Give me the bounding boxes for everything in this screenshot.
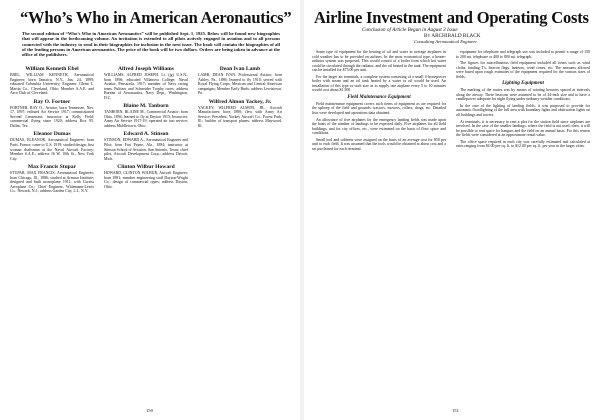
article-paragraph: Small tool and cabinets were assigned on the basis of an average cost for $50 per unit to each field. It was assumed that the tools would be obtained at about cost and a set purchased for each terminal. — [312, 137, 446, 151]
section-heading: Field Maintenance Equipment — [347, 94, 411, 100]
biography-name: William Kenneth Ebel — [25, 66, 79, 72]
left-page-number: 150 — [146, 408, 153, 413]
biography-text: STUPAR, MAX FRANCIS, Aeronautical Engineer; born Chicago, Ill., 1886; studied at Armour Institute; designed and built monoplane 1911; with Curtiss Aeroplane Co.; Chief Engineer, Wittemann-Lewis Co., Newark, N.J.; address Garden City, L.I., N.Y. — [10, 171, 94, 194]
biography-column-2 — [104, 64, 188, 400]
biography-text: STINSON, EDWARD A., Aeronautical Engineer and Pilot; born Fort Payne, Ala., 1894; instructor at Stinson School of Aviation, San Antonio, Texas; chief pilot, Aircraft Development Corp.; address Detroit, Mich. — [104, 138, 188, 161]
article-paragraph: In the case of the lighting of landing fields, it was proposed to provide for automatic floodlighting of the full area with boundary lights and obstruction lights on all buildings and towers. — [456, 103, 590, 118]
biography-name: Blaine M. Tanborn — [123, 103, 169, 110]
article-paragraph: The figures for miscellaneous field equipment included all items such as wind cloths, landing T's, beacon flags, lanterns, wind cones, etc. The amounts allowed were based upon rough estimates of the equipment required for the various sizes of fields. — [456, 61, 590, 79]
left-page-intro: The second edition of “Who’s Who in American Aeronautics” will be published Sept. 1, 1925. Below will be found new biographies that will appear in the forthcoming volume. An invitation is extended to all pilots actively engaged in aviation and to all persons connected with the industry to send in their biographies for inclusion in the next issue. The book will contain the biographies of all of the leading persons in American aeronautics. The price of the book will be two dollars. Orders are being taken in advance at the office of the publishers. — [22, 31, 280, 58]
article-paragraph: equipment for telephone and telegraph use was included to permit a range of 150 to 200 mi. telephone or 400 to 800 mi. telegraph. — [456, 50, 590, 59]
biography-text: EBEL, WILLIAM KENNETH, Aeronautical Engineer; born Jamaica, N.Y., Jan. 24, 1899; educated Columbia University; Engineer, Glenn L. Martin Co., Cleveland, Ohio; Member S.A.E. and Aero Club of Cleveland. — [10, 73, 94, 96]
biography-text: LAMB, DEAN IVAN, Professional Aviator; born Ashley, Pa., 1886; learned to fly 1910; served with Royal Flying Corps; Mexican and Central American campaigns; Member Early Birds; address Lewistown, Pa. — [198, 73, 282, 96]
biography-name: Eleanor Dumas — [33, 131, 71, 138]
article-title: Airline Investment and Operating Costs — [314, 8, 589, 27]
article-paragraph: The office space required in each city was carefully estimated and calculated at rates ranging from $4.00 per sq. ft. to $12.00 per sq. ft. per year in the larger cities. — [456, 139, 590, 149]
left-page — [0, 0, 300, 420]
biography-column-3 — [198, 64, 282, 400]
article-paragraph: Some type of equipment for the heating of oil and water in average airplanes in cold weather has to be provided on airlines. In the most economical type, a heater-radiator system was proposed. This would consist of a boiler from which hot water could be circulated through the radiator, and the oil heated in the tank. The equipment can be installed for $75.00 per unit. — [312, 50, 446, 73]
article-paragraph: Field maintenance equipment covers such items of equipment as are required for the upkeep of the field and grounds: tractors, mowers, rollers, drags, etc. Detailed lists were developed and operations data obtained. — [312, 101, 446, 116]
biography-text: WILLIAMS, ALFRED JOSEPH, Lt. (jg) U.S.N., born 1896; educated Villanova College; Naval Aviator, Pensacola, 1917; member of Navy racing team, Pulitzer and Schneider Trophy races; address Bureau of Aeronautics, Navy Dept., Washington, D.C. — [104, 73, 188, 100]
biography-name: Ray O. Fortner — [33, 98, 71, 105]
biography-name: Alfred Joseph Williams — [118, 66, 174, 72]
biography-text: YACKEY, WILFRED ALMON, JR., Aircraft Manufacturer; born 1890; flew with Army Air Service; President, Yackey Aircraft Co., Forest Park, Ill.; builder of transport planes; address Maywood, Ill. — [198, 105, 282, 128]
author-affiliation: Consulting Aeronautical Engineer — [414, 39, 478, 44]
biography-name: Clinton Wilbur Howard — [117, 164, 175, 171]
right-page-number: 151 — [452, 408, 459, 413]
biography-text: DUMAS, ELEANOR, Aeronautical Engineer; born Paris, France; came to U.S. 1919; studied design; first woman draftsman at the Naval Aircraft Factory; Member S.A.E.; address 16 W. 10th St., New York City. — [10, 138, 94, 161]
article-continuation-note: Conclusion of Article Begun in August 3 Issue — [362, 27, 458, 33]
biography-name: Dean Ivan Lamb — [219, 66, 261, 72]
biography-name: Wilfred Almon Yackey, Jr. — [208, 98, 272, 105]
biography-text: TANBORN, BLAINE M., Commercial Aviator; born Ohio, 1894; learned to fly at Dayton 1915; Instructor, Army Air Service 1917-19; operated air taxi service; address Middletown, Ohio. — [104, 110, 188, 128]
biography-column-1 — [10, 64, 94, 400]
article-paragraph: At terminals, it is necessary to rent a plot for the station field since airplanes are involved. In the case of the smaller landings, where the field is not used often, it will be possible to rent space for hangars and the field on an annual basis. For this reason the fields were considered at an approximate rental value. — [456, 119, 590, 138]
section-heading: Lighting Equipment — [502, 81, 544, 87]
article-paragraph: For the larger air terminals, a complete system consisting of a small 4-horsepower boiler with steam and an oil tank heated by a water or oil would be used. An installation of this type or such size as to supply one airplane every 5 to 10 minutes would cost about $1,500. — [312, 74, 446, 93]
biography-name: Max Francis Stupar — [27, 164, 77, 171]
article-column-1 — [312, 50, 446, 400]
right-page — [304, 0, 608, 420]
biography-name: Edward A. Stinson — [123, 131, 169, 138]
article-byline: By ARCHIBALD BLACK — [424, 33, 481, 39]
left-page-title: “Who’s Who in American Aeronautics” — [20, 8, 292, 27]
biography-text: HOWARD, CLINTON WILBUR, Aircraft Engineer; born 1891; member engineering staff Dayton-Wright Co.; design of commercial types; address Dayton, Ohio. — [104, 171, 188, 189]
article-paragraph: The marking of the routes was by means of rotating beacons spaced at intervals along the airway. These beacons were assumed to be of 24-inch size and to have a candlepower adequate for night flying under ordinary weather conditions. — [456, 88, 590, 102]
article-column-2 — [456, 50, 590, 400]
article-paragraph: An allowance of five airplanes for the emergency landing fields was made upon the basis of the number of landings to be expected daily. Five airplanes for all field buildings, and for city offices, etc., were estimated on the basis of floor space and conditions. — [312, 117, 446, 136]
biography-text: FORTNER, RAY O., Aviator; born Tennessee, Nov. 17, 1897; enlisted Air Service 1917; commissioned Second Lieutenant; instructor at Kelly Field; commercial flying since 1920; address Box 95, Dallas, Tex. — [10, 105, 94, 128]
